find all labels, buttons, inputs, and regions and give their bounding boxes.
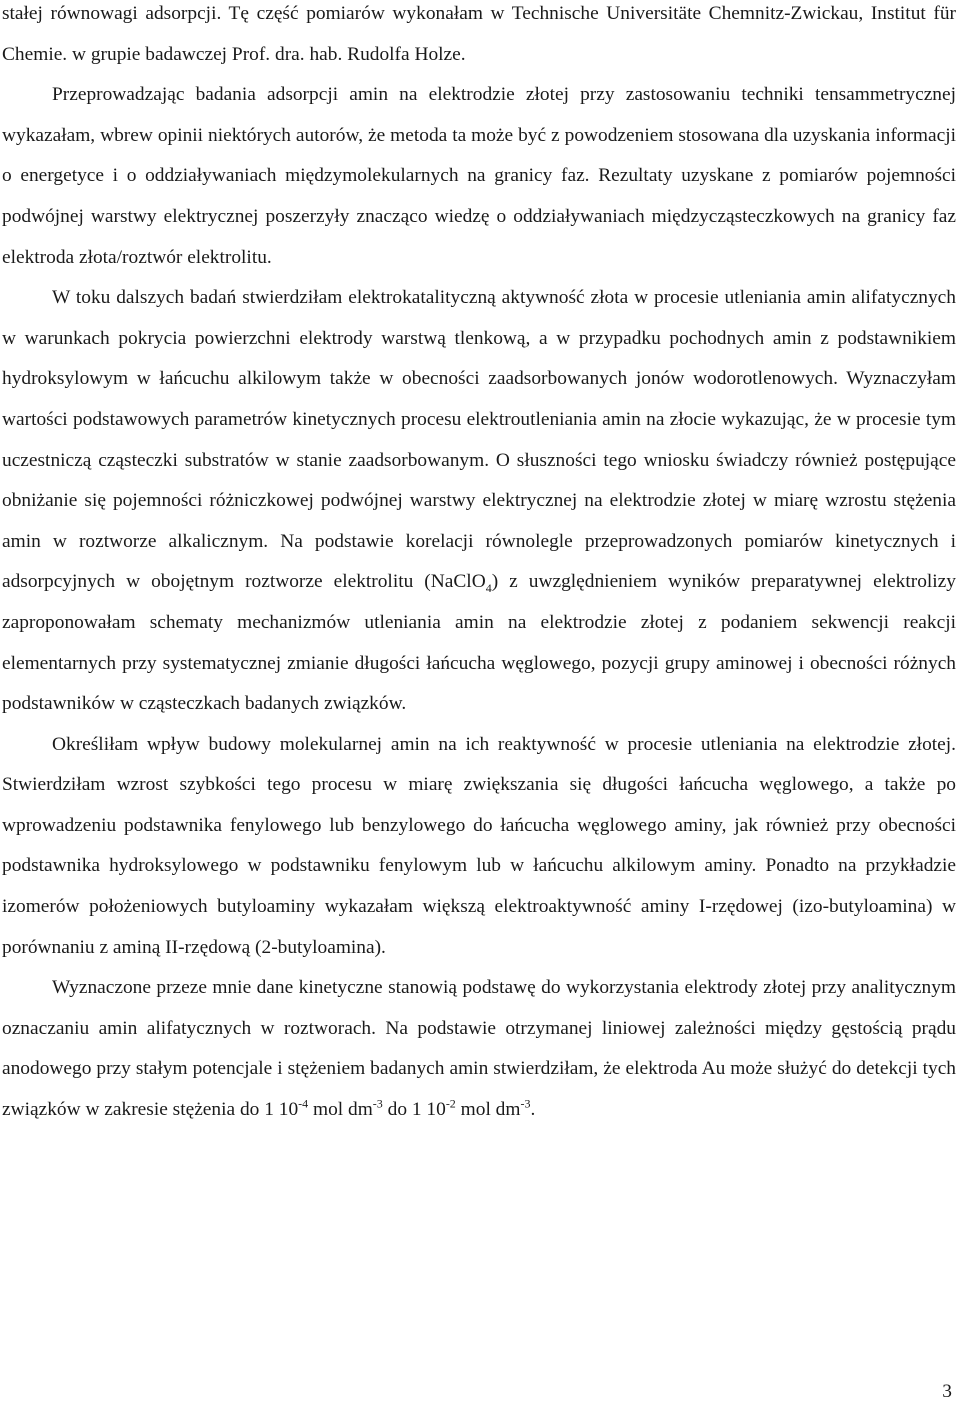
exponent-1: -4 <box>298 1096 309 1111</box>
subscript-four: 4 <box>485 581 492 596</box>
page-number: 3 <box>942 1381 952 1402</box>
exponent-4: -3 <box>520 1096 531 1111</box>
concentration-range-end: 1 10 <box>411 1099 446 1121</box>
paragraph-electrocatalysis-text: W toku dalszych badań stwierdziłam elektrokatalityczną aktywność złota w procesie utleniania amin alifatycznych w warunkach pokrycia powierzchni elektrody warstwą tlenkową, a w przypadku pochodnych amin z podstawnikiem hydroksylowym w łańcuchu alkilowym także w obecności zaadsorbowanych jonów wodorotlenowych. Wyznaczyłam wartości podstawowych parametrów kinetycznych procesu elektroutleniania amin na złocie wykazując, że w procesie tym uczestniczą cząsteczki substratów w stanie zaadsorbowanym. O słuszności tego wniosku świadczy również postępujące obniżanie się pojemności różniczkowej podwójnej warstwy elektrycznej na elektrodzie złotej w miarę wzrostu stężenia amin w roztworze alkalicznym. Na podstawie korelacji równolegle przeprowadzonych pomiarów kinetycznych i adsorpcyjnych w obojętnym roztworze elektrolitu (NaClO <box>2 287 956 593</box>
concentration-range-start: 1 10 <box>264 1099 299 1121</box>
paragraph-electrocatalysis-text-cont: ) z uwzględnieniem wyników preparatywnej elektrolizy zaproponowałam schematy mechanizmów utleniania amin na elektrodzie złotej z podaniem sekwencji reakcji elementarnych przy systematycznej zmianie długości łańcucha węglowego, pozycji grupy aminowej i obecności różnych podstawników w cząsteczkach badanych związków. <box>2 571 956 715</box>
exponent-2: -3 <box>372 1096 383 1111</box>
document-body <box>2 0 956 1131</box>
paragraph-electrocatalysis <box>2 278 956 725</box>
unit-2: mol dm <box>455 1099 521 1121</box>
paragraph-continuation: stałej równowagi adsorpcji. Tę część pomiarów wykonałam w Technische Universitäte Chemnitz-Zwickau, Institut für Chemie. w grupie badawczej Prof. dra. hab. Rudolfa Holze. <box>2 3 956 65</box>
range-connector: do <box>382 1099 412 1121</box>
paragraph-adsorption: Przeprowadzając badania adsorpcji amin na elektrodzie złotej przy zastosowaniu techniki tensammetrycznej wykazałam, wbrew opinii niektórych autorów, że metoda ta może być z powodzeniem stosowana dla uzyskania informacji o energetyce i o oddziaływaniach międzymolekularnych na granicy faz. Rezultaty uzyskane z pomiarów pojemności podwójnej warstwy elektrycznej poszerzyły znacząco wiedzę o oddziaływaniach międzycząsteczkowych na granicy faz elektroda złota/roztwór elektrolitu. <box>2 84 956 268</box>
paragraph-molecular-structure: Określiłam wpływ budowy molekularnej amin na ich reaktywność w procesie utleniania na elektrodzie złotej. Stwierdziłam wzrost szybkości tego procesu w miarę zwiększania się długości łańcucha węglowego, a także po wprowadzeniu podstawnika fenylowego lub benzylowego do łańcucha węglowego aminy, jak również przy obecności podstawnika hydroksylowego w podstawniku fenylowym lub w łańcuchu alkilowym aminy. Ponadto na przykładzie izomerów położeniowych butyloaminy wykazałam większą elektroaktywność aminy I-rzędowej (izo-butyloamina) w porównaniu z aminą II-rzędową (2-butyloamina). <box>2 733 956 958</box>
unit-1: mol dm <box>308 1099 373 1121</box>
paragraph-kinetic-data <box>2 968 956 1130</box>
exponent-3: -2 <box>445 1096 456 1111</box>
paragraph-kinetic-text: Wyznaczone przeze mnie dane kinetyczne stanowią podstawę do wykorzystania elektrody złotej przy analitycznym oznaczaniu amin alifatycznych w roztworach. Na podstawie otrzymanej liniowej zależności między gęstością prądu anodowego przy stałym potencjale i stężeniem badanych amin stwierdziłam, że elektroda Au może służyć do detekcji tych związków w zakresie stężenia do <box>2 977 956 1121</box>
sentence-end: . <box>530 1099 536 1121</box>
